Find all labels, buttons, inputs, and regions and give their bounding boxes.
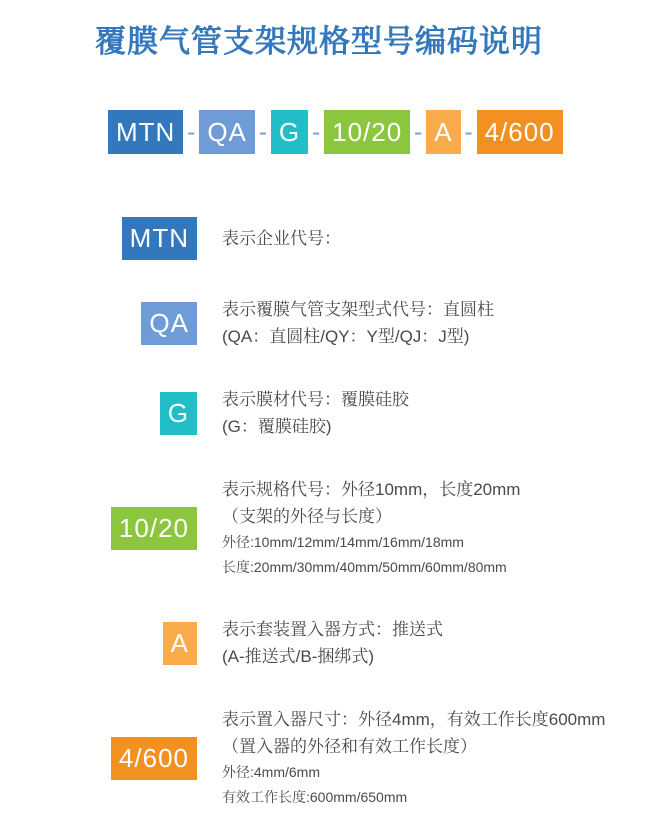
code-segment-g: G [271,110,308,154]
code-separator: - [187,118,196,146]
explanation-text [222,706,605,810]
explanation-line: (A-推送式/B-捆绑式) [222,647,375,666]
explanation-subline: 外径:4mm/6mm [222,764,320,780]
code-explanations [0,217,659,810]
code-separator: - [464,118,473,146]
explanation-subline: 有效工作长度:600mm/650mm [222,789,408,805]
code-segment-10-20: 10/20 [324,110,410,154]
explanation-code-box: MTN [122,217,197,260]
explanation-code-box: QA [141,302,197,345]
explanation-code-box: 4/600 [111,737,197,780]
explanation-row-G [0,386,659,440]
code-segment-qa: QA [199,110,255,154]
explanation-text [222,386,409,440]
explanation-row-4/600 [0,706,659,810]
explanation-line: 表示规格代号：外径10mm，长度20mm [222,480,521,499]
explanation-text [222,476,520,580]
explanation-line: 表示覆膜气管支架型式代号：直圆柱 [222,300,494,319]
explanation-text [222,296,494,350]
explanation-line: 表示企业代号： [222,229,341,248]
explanation-row-QA [0,296,659,350]
code-segment-mtn: MTN [108,110,183,154]
explanation-line: (QA：直圆柱/QY：Y型/QJ：J型) [222,327,470,346]
explanation-text [222,616,443,670]
explanation-line: (G：覆膜硅胶) [222,417,332,436]
code-separator: - [311,118,321,146]
explanation-line: （置入器的外径和有效工作长度） [222,737,477,756]
explanation-row-10/20 [0,476,659,580]
explanation-line: （支架的外径与长度） [222,507,392,526]
explanation-line: 表示置入器尺寸：外径4mm，有效工作长度600mm [222,710,606,729]
model-code-strip [108,110,659,154]
explanation-code-box: A [163,622,197,665]
code-segment-a: A [426,110,460,154]
explanation-row-A [0,616,659,670]
explanation-row-MTN [0,217,659,260]
code-segment-4-600: 4/600 [477,110,563,154]
explanation-subline: 外径:10mm/12mm/14mm/16mm/18mm [222,534,464,550]
code-separator: - [414,118,423,146]
explanation-line: 表示套装置入器方式：推送式 [222,620,443,639]
explanation-text [222,225,341,252]
explanation-code-box: G [160,392,197,435]
explanation-code-box: 10/20 [111,507,197,550]
page-title: 覆膜气管支架规格型号编码说明 [95,24,543,59]
explanation-subline: 长度:20mm/30mm/40mm/50mm/60mm/80mm [222,559,507,575]
code-separator: - [258,118,268,146]
explanation-line: 表示膜材代号：覆膜硅胶 [222,390,409,409]
